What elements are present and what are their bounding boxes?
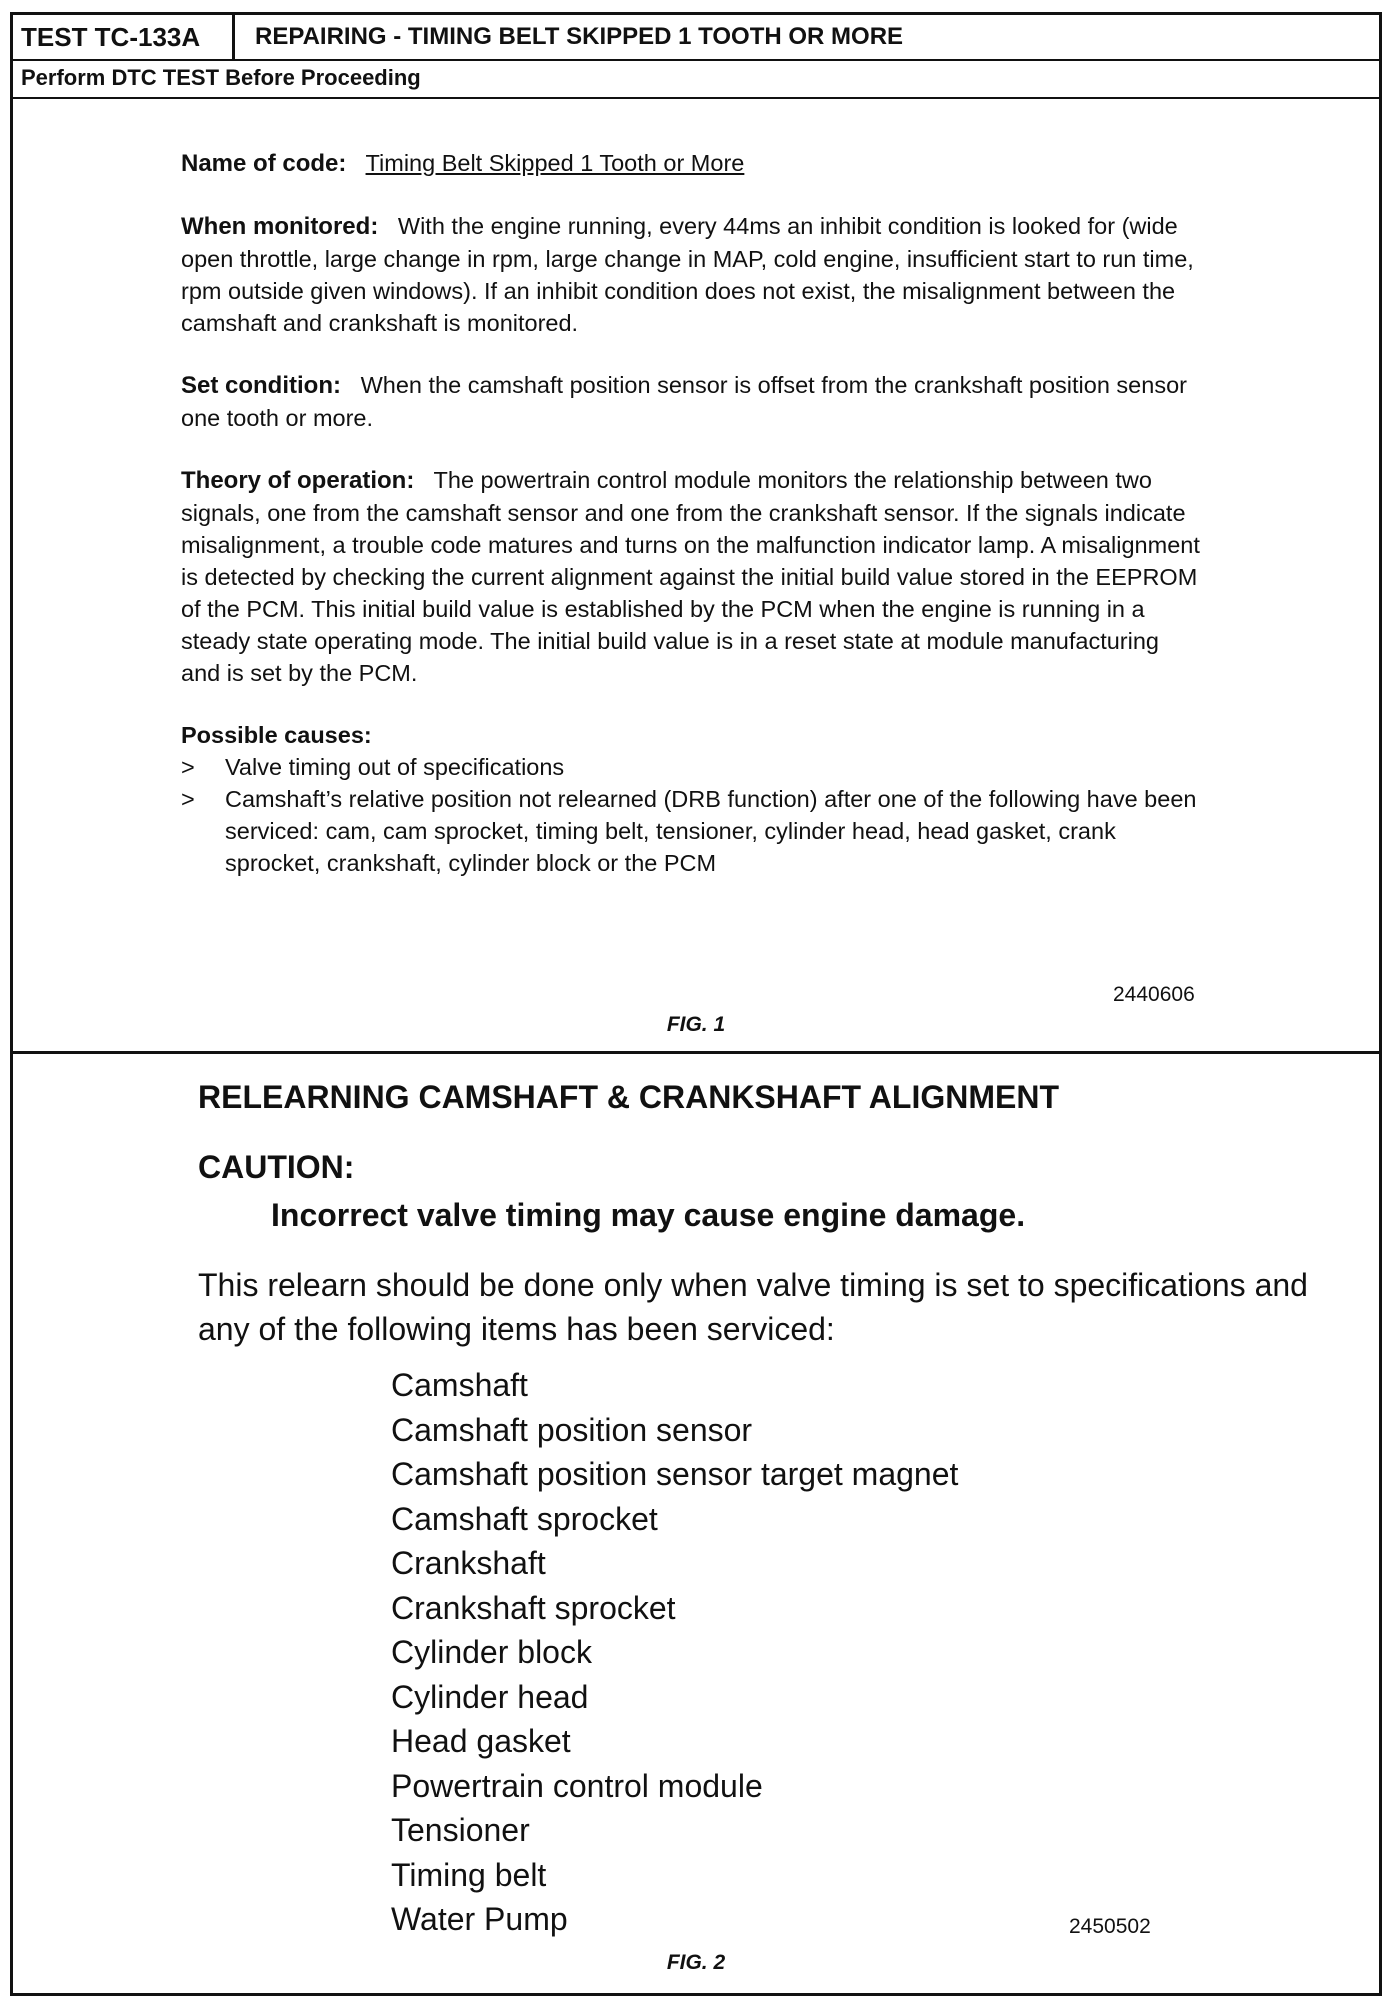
section-divider (13, 1051, 1379, 1054)
possible-causes-list (181, 751, 1201, 879)
list-item: Powertrain control module (391, 1767, 763, 1804)
caution-label: CAUTION: (198, 1149, 355, 1185)
set-condition (181, 369, 1201, 434)
list-item: Water Pump (391, 1901, 568, 1937)
list-item (181, 783, 1201, 879)
bullet-icon: > (181, 754, 195, 780)
when-monitored-label: When monitored: (181, 213, 379, 240)
possible-causes-label: Possible causes: (181, 722, 372, 748)
set-condition-text: When the camshaft position sensor is offset from the crankshaft position sensor one tooth or more. (181, 372, 1187, 431)
header-title: REPAIRING - TIMING BELT SKIPPED 1 TOOTH OR MORE (255, 23, 904, 50)
list-item: Crankshaft sprocket (391, 1589, 676, 1626)
document-frame (10, 12, 1382, 1996)
name-of-code-label: Name of code: (181, 150, 347, 177)
theory-label: Theory of operation: (181, 467, 415, 494)
relearn-text: This relearn should be done only when valve timing is set to specifications and any of the following items has been serviced: (198, 1267, 1308, 1347)
cause-text: Camshaft’s relative position not relearned (DRB function) after one of the following have been serviced: cam, cam sprocket, timing belt, tensioner, cylinder head, head gasket, crank sprocket, crankshaft, cylinder block or the PCM (225, 786, 1197, 876)
list-item: Camshaft sprocket (391, 1500, 658, 1537)
subheader: Perform DTC TEST Before Proceeding (13, 59, 1379, 99)
figure-number-1: 2440606 (1113, 983, 1195, 1006)
relearn-title: RELEARNING CAMSHAFT & CRANKSHAFT ALIGNMENT (198, 1079, 1059, 1115)
fig1-content (181, 147, 1201, 879)
list-item: Camshaft (391, 1367, 528, 1403)
serviced-items-list (391, 1363, 958, 1942)
list-item: Cylinder head (391, 1678, 589, 1715)
figure-label-2: FIG. 2 (666, 1951, 726, 1974)
set-condition-label: Set condition: (181, 372, 341, 399)
list-item: Camshaft position sensor target magnet (391, 1456, 959, 1492)
list-item: Cylinder block (391, 1634, 592, 1670)
theory-text: The powertrain control module monitors the relationship between two signals, one from the camshaft sensor and one from the crankshaft sensor. If the signals indicate misalignment, a trouble code matures and turns on the malfunction indicator lamp. A misalignment is detected by checking the current alignment against the initial build value stored in the EEPROM of the PCM. This initial build value is established by the PCM when the engine is running in a steady state operating mode. The initial build value is in a reset state at module manufacturing and is set by the PCM. (181, 467, 1200, 686)
list-item: Head gasket (391, 1723, 571, 1759)
figure-number-2: 2450502 (1069, 1915, 1151, 1938)
list-item: Crankshaft (391, 1545, 546, 1581)
list-item: Tensioner (391, 1812, 530, 1848)
figure-label-1: FIG. 1 (666, 1013, 726, 1036)
when-monitored (181, 210, 1201, 339)
list-item: Timing belt (391, 1856, 547, 1893)
test-id-box: TEST TC-133A (13, 15, 235, 59)
list-item: Camshaft position sensor (391, 1411, 753, 1448)
bullet-icon: > (181, 786, 195, 812)
when-monitored-text: With the engine running, every 44ms an inhibit condition is looked for (wide open throttle, large change in rpm, large change in MAP, cold engine, insufficient start to run time, rpm outside given windows). If an inhibit condition does not exist, the misalignment between the camshaft and crankshaft is monitored. (181, 213, 1194, 336)
caution-text: Incorrect valve timing may cause engine damage. (271, 1197, 1026, 1233)
list-item (181, 751, 1201, 783)
theory-of-operation (181, 464, 1201, 689)
header-row (13, 15, 1379, 61)
name-of-code-value: Timing Belt Skipped 1 Tooth or More (365, 150, 745, 176)
cause-text: Valve timing out of specifications (225, 754, 565, 780)
name-of-code (181, 147, 1201, 180)
